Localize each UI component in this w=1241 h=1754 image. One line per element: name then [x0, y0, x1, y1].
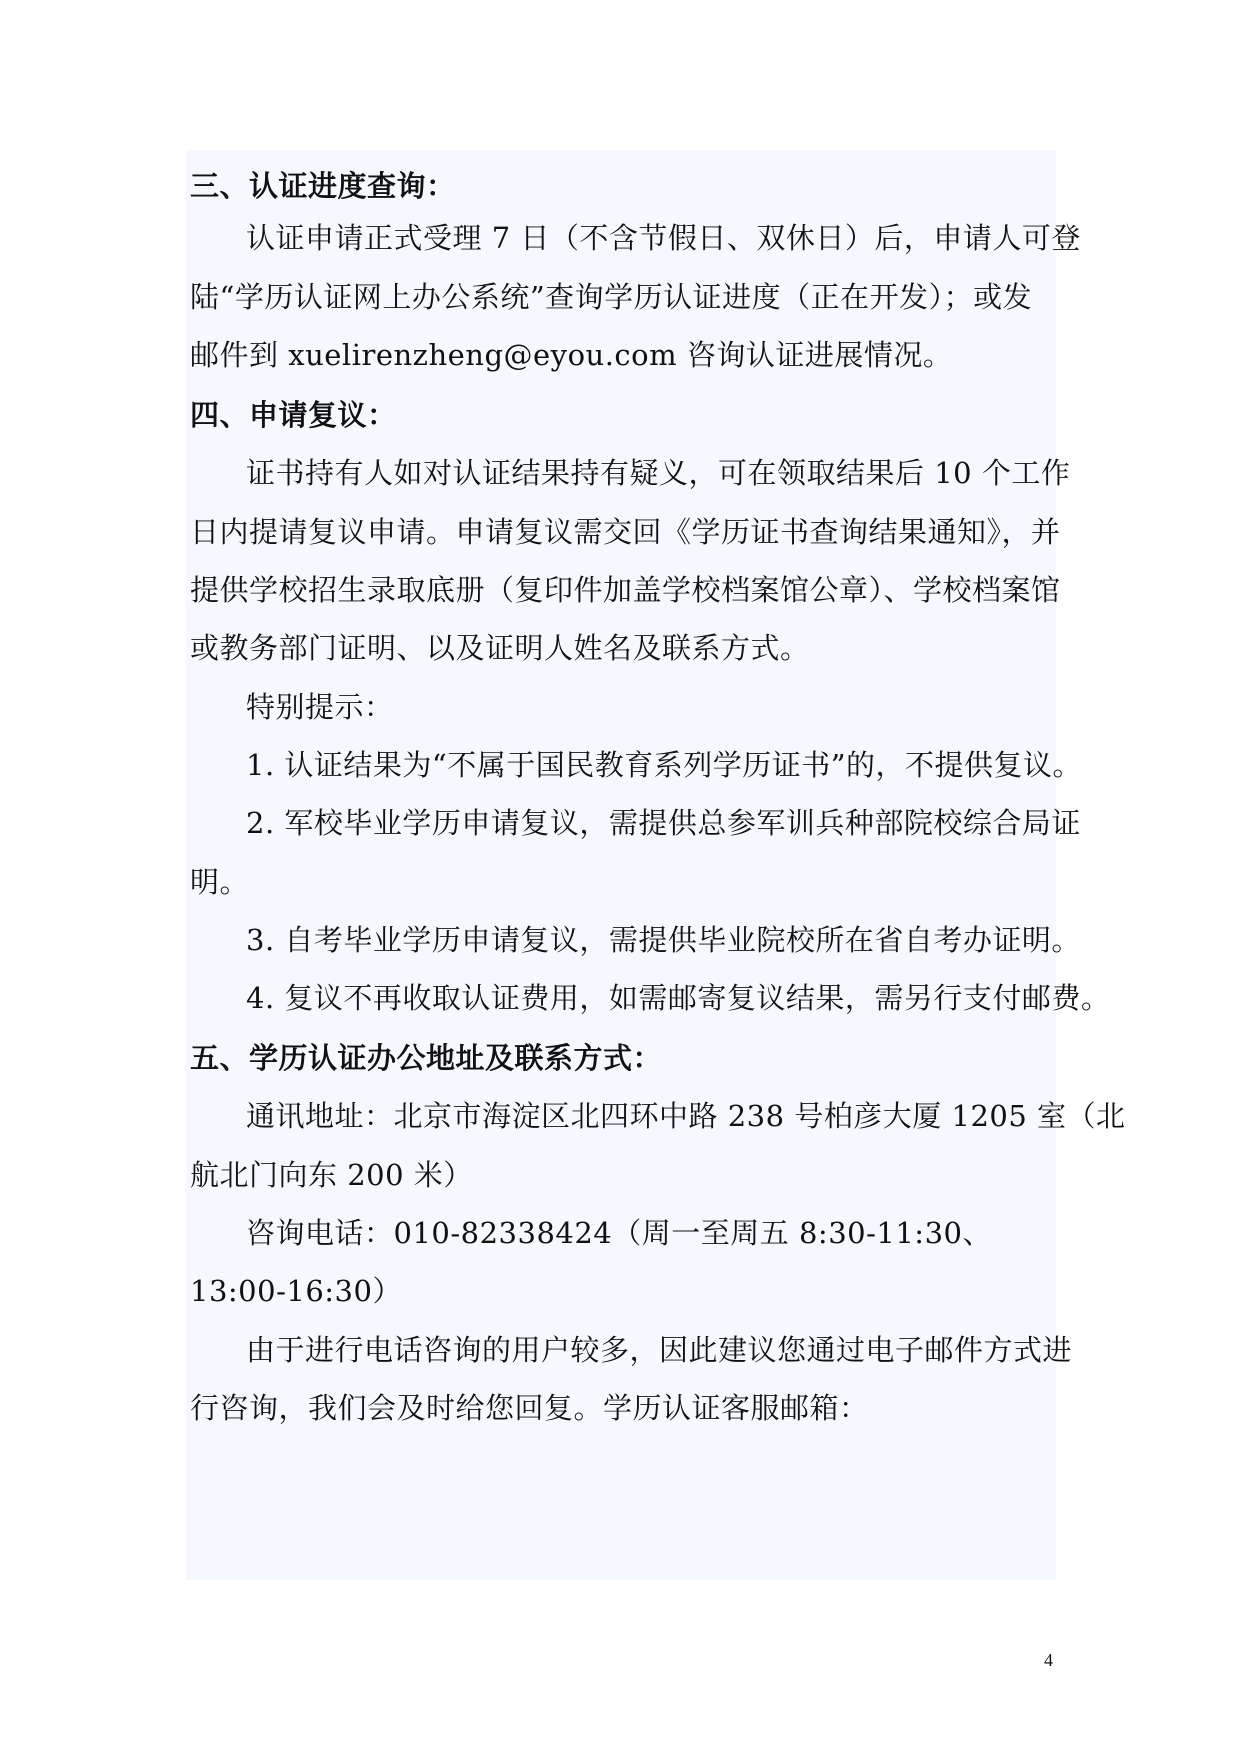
- paragraph-line: 行咨询，我们会及时给您回复。学历认证客服邮箱：: [190, 1391, 869, 1425]
- address-line: 航北门向东 200 米）: [190, 1158, 473, 1192]
- paragraph-line: 或教务部门证明、以及证明人姓名及联系方式。: [190, 631, 810, 665]
- notice-item: 3. 自考毕业学历申请复议，需提供毕业院校所在省自考办证明。: [246, 923, 1081, 957]
- section-heading-office-contact: 五、学历认证办公地址及联系方式：: [190, 1041, 663, 1075]
- notice-item: 4. 复议不再收取认证费用，如需邮寄复议结果，需另行支付邮费。: [246, 981, 1111, 1015]
- section-heading-review-application: 四、申请复议：: [190, 398, 397, 432]
- paragraph-line: 由于进行电话咨询的用户较多，因此建议您通过电子邮件方式进: [246, 1333, 1073, 1367]
- section-heading-progress-query: 三、认证进度查询：: [190, 169, 456, 203]
- phone-line: 咨询电话：010-82338424（周一至周五 8:30-11:30、: [246, 1216, 992, 1250]
- phone-hours-line: 13:00-16:30）: [190, 1274, 402, 1308]
- special-notice-label: 特别提示：: [246, 690, 394, 724]
- paragraph-line: 邮件到 xuelirenzheng@eyou.com 咨询认证进展情况。: [190, 338, 953, 372]
- paragraph-line: 认证申请正式受理 7 日（不含节假日、双休日）后，申请人可登: [246, 221, 1081, 255]
- paragraph-line: 陆“学历认证网上办公系统”查询学历认证进度（正在开发）；或发: [190, 280, 1033, 314]
- paragraph-line: 证书持有人如对认证结果持有疑义，可在领取结果后 10 个工作: [246, 456, 1071, 490]
- notice-item: 2. 军校毕业学历申请复议，需提供总参军训兵种部院校综合局证: [246, 806, 1081, 840]
- notice-item: 1. 认证结果为“不属于国民教育系列学历证书”的，不提供复议。: [246, 748, 1083, 782]
- document-body: [186, 150, 1126, 1580]
- page-number: 4: [1044, 1650, 1053, 1670]
- address-line: 通讯地址：北京市海淀区北四环中路 238 号柏彦大厦 1205 室（北: [246, 1099, 1126, 1133]
- paragraph-line: 日内提请复议申请。申请复议需交回《学历证书查询结果通知》，并: [190, 515, 1061, 549]
- paragraph-line: 明。: [190, 865, 250, 899]
- paragraph-line: 提供学校招生录取底册（复印件加盖学校档案馆公章）、学校档案馆: [190, 573, 1061, 607]
